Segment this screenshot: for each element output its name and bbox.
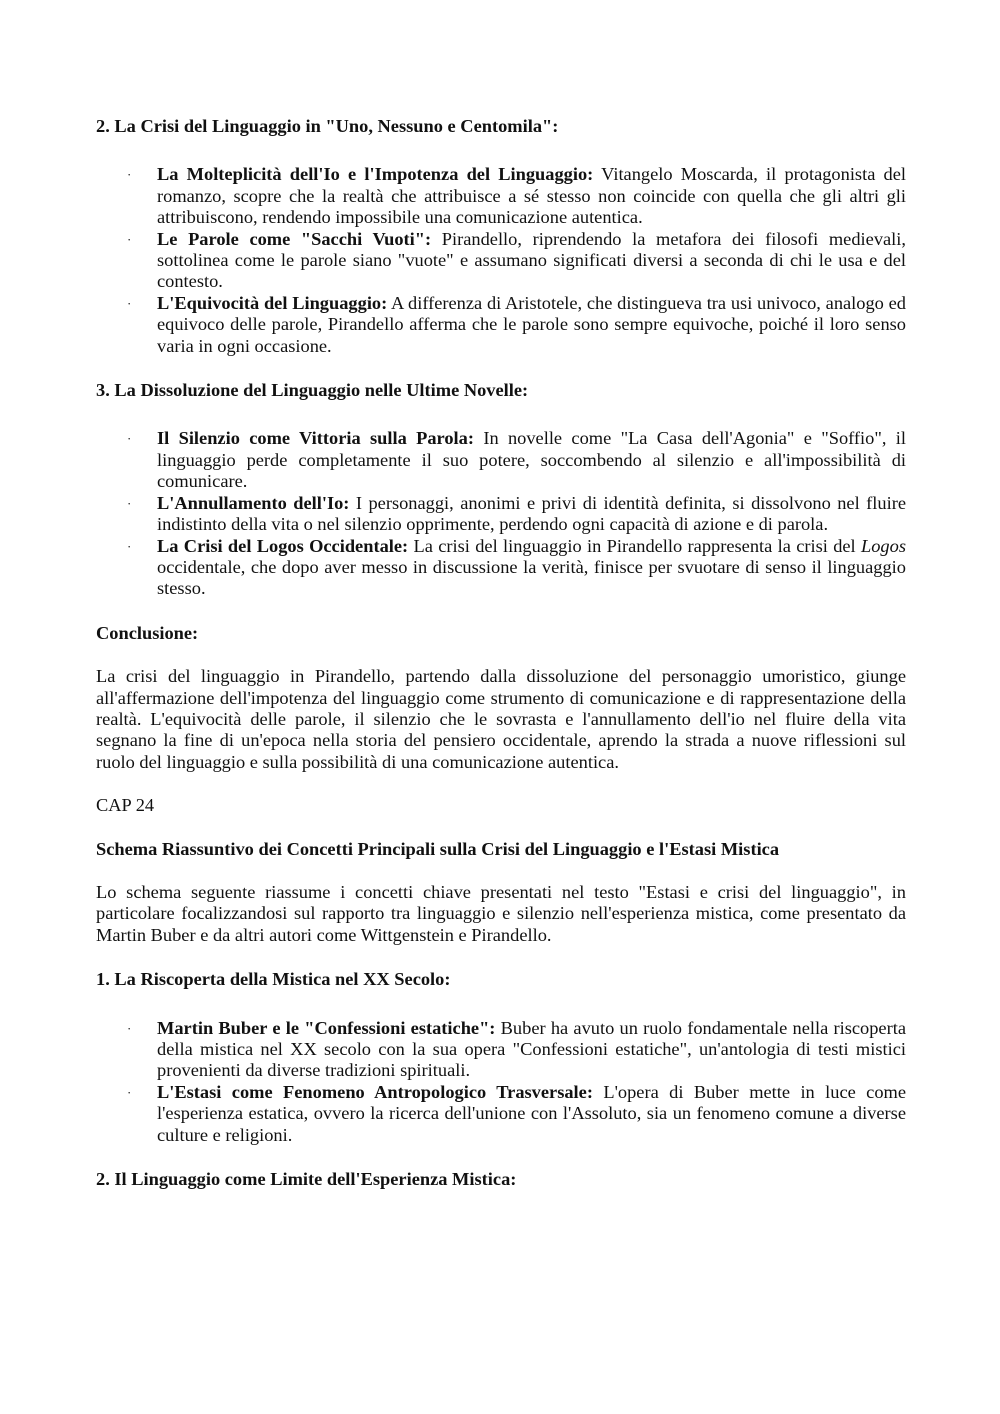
list-item (96, 229, 906, 293)
section-heading: 2. La Crisi del Linguaggio in "Uno, Nessuno e Centomila": (96, 116, 559, 136)
bullet-list (96, 164, 906, 357)
item-text: A differenza di Aristotele, che distingueva tra usi univoco, analogo ed equivoco delle parole, Pirandello afferma che le parole sono sempre equivoche, poiché il loro senso varia in ogni occasione. (157, 292, 906, 356)
item-title: L'Equivocità del Linguaggio: (157, 292, 388, 313)
italic-term: Logos (861, 535, 906, 556)
item-title: Le Parole come "Sacchi Vuoti": (157, 228, 432, 249)
conclusion-heading: Conclusione: (96, 622, 199, 643)
list-item (96, 536, 906, 600)
item-text: occidentale, che dopo aver messo in discussione la verità, finisce per svuotare di senso il linguaggio stesso. (157, 556, 906, 599)
item-text: La crisi del linguaggio in Pirandello rappresenta la crisi del (408, 535, 861, 556)
bullet-icon: · (127, 1084, 132, 1100)
bullet-icon: · (127, 431, 132, 447)
bullet-icon: · (127, 295, 132, 311)
item-title: La Crisi del Logos Occidentale: (157, 535, 409, 556)
intro-paragraph: Lo schema seguente riassume i concetti chiave presentati nel testo "Estasi e crisi del linguaggio", in particolare focalizzandosi sul rapporto tra linguaggio e silenzio nell'esperienza mistica, come presentato da Martin Buber e da altri autori come Wittgenstein e Pirandello. (96, 881, 906, 945)
bullet-list (96, 1018, 906, 1146)
bullet-icon: · (127, 538, 132, 554)
list-item (96, 428, 906, 492)
chapter-title: Schema Riassuntivo dei Concetti Principali sulla Crisi del Linguaggio e l'Estasi Mistica (96, 838, 780, 859)
section-heading: 1. La Riscoperta della Mistica nel XX Secolo: (96, 969, 451, 990)
section-heading: 2. Il Linguaggio come Limite dell'Esperienza Mistica: (96, 1169, 517, 1190)
item-title: La Molteplicità dell'Io e l'Impotenza del Linguaggio: (157, 164, 594, 185)
chapter-label: CAP 24 (96, 795, 155, 816)
list-item (96, 1018, 906, 1082)
list-item (96, 164, 906, 228)
bullet-icon: · (127, 167, 132, 183)
bullet-icon: · (127, 1020, 132, 1036)
list-item (96, 493, 906, 536)
item-text: In novelle come "La Casa dell'Agonia" e "Soffio", il linguaggio perde completamente il suo potere, soccombendo al silenzio e all'impossibilità di comunicare. (157, 428, 906, 492)
bullet-icon: · (127, 495, 132, 511)
list-item (96, 1082, 906, 1146)
item-title: Il Silenzio come Vittoria sulla Parola: (157, 428, 474, 449)
item-text: Buber ha avuto un ruolo fondamentale nella riscoperta della mistica nel XX secolo con la sua opera "Confessioni estatiche", un'antologia di testi mistici provenienti da diverse tradizioni spirituali. (157, 1017, 906, 1081)
item-text: L'opera di Buber mette in luce come l'esperienza estatica, ovvero la ricerca dell'unione con l'Assoluto, sia un fenomeno comune a diverse culture e religioni. (157, 1081, 907, 1145)
bullet-icon: · (127, 231, 132, 247)
item-text: Pirandello, riprendendo la metafora dei filosofi medievali, sottolinea come le parole siano "vuote" e assumano significati diversi a seconda di chi le usa e del contesto. (157, 228, 906, 292)
section-heading: 3. La Dissoluzione del Linguaggio nelle Ultime Novelle: (96, 380, 529, 401)
item-text: Vitangelo Moscarda, il protagonista del romanzo, scopre che la realtà che attribuisce a sé stesso non coincide con quella che gli altri gli attribuiscono, rendendo impossibile una comunicazione autentica. (157, 164, 907, 228)
conclusion-paragraph: La crisi del linguaggio in Pirandello, partendo dalla dissoluzione del personaggio umoristico, giunge all'affermazione dell'impotenza del linguaggio come strumento di comunicazione e di rappresentazione della realtà. L'equivocità delle parole, il silenzio che le sovrasta e l'annullamento dell'io nel fluire della vita segnano la fine di un'epoca nella storia del pensiero occidentale, aprendo la strada a nuove riflessioni sul ruolo del linguaggio e sulla possibilità di una comunicazione autentica. (96, 666, 906, 772)
item-title: Martin Buber e le "Confessioni estatiche": (157, 1017, 496, 1038)
item-title: L'Estasi come Fenomeno Antropologico Trasversale: (157, 1081, 593, 1102)
item-text: I personaggi, anonimi e privi di identità definita, si dissolvono nel fluire indistinto della vita o nel silenzio opprimente, perdendo ogni capacità di azione e di parola. (157, 492, 906, 535)
item-title: L'Annullamento dell'Io: (157, 492, 350, 513)
document-page (96, 116, 906, 1190)
list-item (96, 293, 906, 357)
bullet-list (96, 428, 906, 599)
